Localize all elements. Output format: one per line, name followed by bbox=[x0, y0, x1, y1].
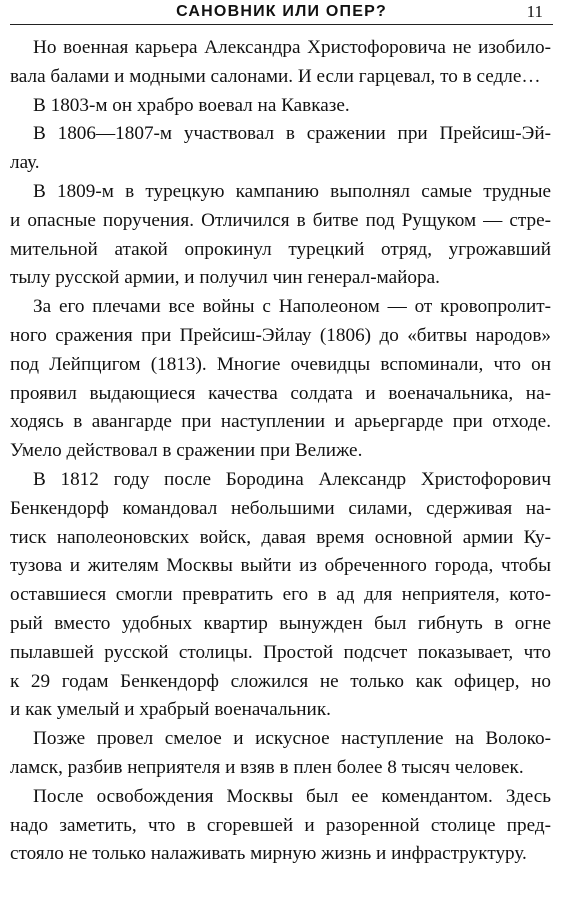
text-line: В 1806—1807-м участвовал в сражении при Прейсиш-Эй- bbox=[33, 123, 551, 145]
text-line: проявил выдающиеся качества солдата и военачальника, на- bbox=[10, 382, 551, 404]
paragraph bbox=[10, 293, 551, 466]
paragraph bbox=[10, 178, 551, 293]
paragraph bbox=[10, 120, 551, 178]
text-line: Умело действовал в сражении при Велиже. bbox=[10, 440, 363, 462]
text-line: В 1803-м он храбро воевал на Кавказе. bbox=[33, 94, 350, 116]
text-line: Бенкендорф командовал небольшими силами, сдерживая на- bbox=[10, 497, 551, 519]
page-number: 11 bbox=[526, 2, 543, 21]
text-line: тиск наполеоновских войск, давая время основной армии Ку- bbox=[10, 526, 551, 548]
paragraph bbox=[10, 466, 551, 725]
text-line: оставшиеся смогли превратить его в ад для неприятеля, кото- bbox=[10, 584, 551, 606]
text-line: рый вместо удобных квартир вынужден был гибнуть в огне bbox=[10, 612, 551, 634]
text-line: тузова и жителям Москвы выйти из обреченного города, чтобы bbox=[10, 555, 551, 577]
text-line: надо заметить, что в сгоревшей и разоренной столице пред- bbox=[10, 814, 551, 836]
paragraph bbox=[10, 92, 551, 121]
text-line: В 1812 году после Бородина Александр Христофорович bbox=[33, 468, 551, 490]
body-text bbox=[10, 34, 551, 869]
text-line: ламск, разбив неприятеля и взяв в плен более 8 тысяч человек. bbox=[10, 756, 524, 778]
text-line: пылавшей русской столицы. Простой подсчет показывает, что bbox=[10, 641, 551, 663]
text-line: За его плечами все войны с Наполеоном — от кровопролит- bbox=[33, 296, 551, 318]
text-line: Позже провел смелое и искусное наступление на Волоко- bbox=[33, 728, 551, 750]
text-line: к 29 годам Бенкендорф сложился не только как офицер, но bbox=[10, 670, 551, 692]
paragraph bbox=[10, 725, 551, 783]
text-line: ного сражения при Прейсиш-Эйлау (1806) до «битвы народов» bbox=[10, 324, 551, 346]
text-line: После освобождения Москвы был ее комендантом. Здесь bbox=[33, 785, 551, 807]
text-line: В 1809-м в турецкую кампанию выполнял самые трудные bbox=[33, 180, 551, 202]
running-head bbox=[10, 2, 553, 25]
text-line: лау. bbox=[10, 152, 40, 174]
text-line: ходясь в авангарде при наступлении и арьергарде при отходе. bbox=[10, 411, 551, 433]
text-line: тылу русской армии, и получил чин генерал-майора. bbox=[10, 267, 440, 289]
text-line: вала балами и модными салонами. И если гарцевал, то в седле… bbox=[10, 65, 541, 87]
running-title: САНОВНИК ИЛИ ОПЕР? bbox=[176, 3, 387, 20]
text-line: под Лейпцигом (1813). Многие очевидцы вспоминали, что он bbox=[10, 353, 551, 375]
paragraph bbox=[10, 783, 551, 869]
text-line: стояло не только налаживать мирную жизнь и инфраструктуру. bbox=[10, 843, 527, 865]
text-line: и как умелый и храбрый военачальник. bbox=[10, 699, 331, 721]
text-line: и опасные поручения. Отличился в битве под Рущуком — стре- bbox=[10, 209, 551, 231]
text-line: мительной атакой опрокинул турецкий отряд, угрожавший bbox=[10, 238, 551, 260]
paragraph bbox=[10, 34, 551, 92]
text-line: Но военная карьера Александра Христофоровича не изобило- bbox=[33, 37, 551, 58]
